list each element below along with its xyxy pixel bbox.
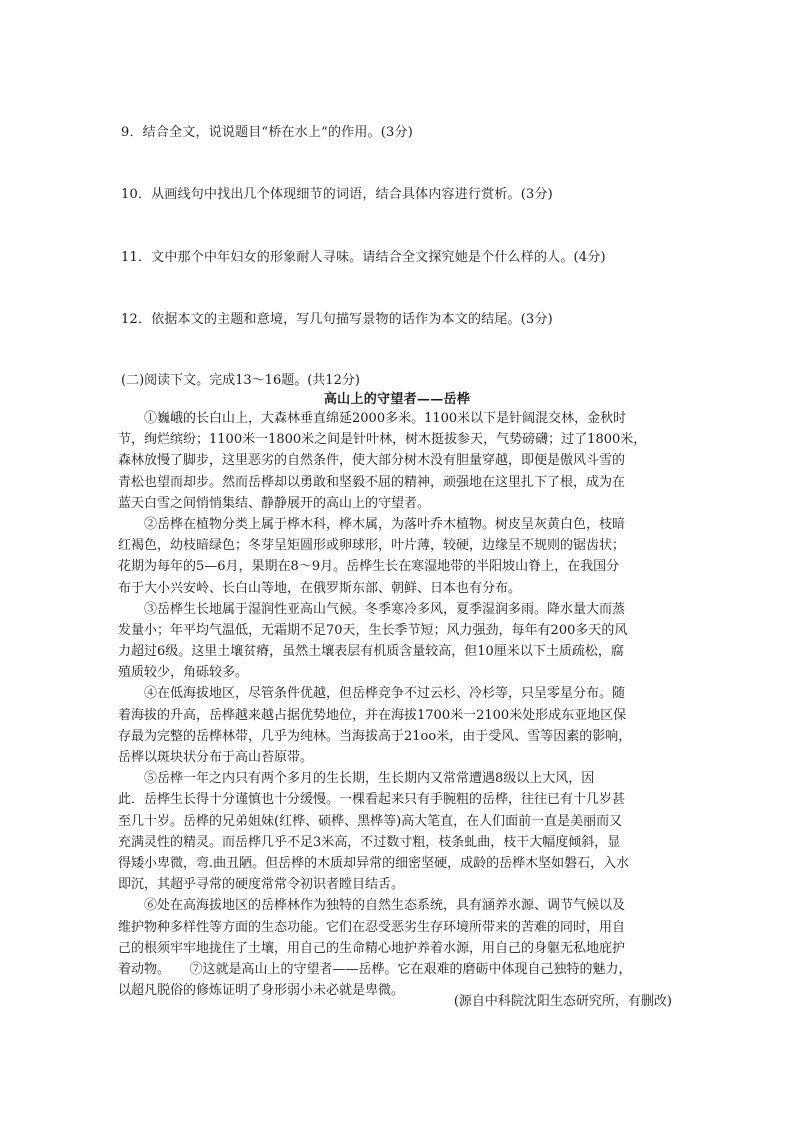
passage-line: 己的根须牢牢地拢住了土壤，用自己的生命精心地护养着水源，用自己的身躯无私地庇护 <box>118 940 626 956</box>
question-11: 11．文中那个中年妇女的形象耐人寻味。请结合全文探究她是个什么样的人。(4分) <box>121 250 606 265</box>
passage-line: 充满灵性的精灵。而岳桦几乎不足3米高，不过数寸粗，枝条虬曲，枝干大幅度倾斜，显 <box>118 834 621 850</box>
passage-line: 森林放慢了脚步，这里恶劣的自然条件，使大部分树木没有胆量穿越，即便是傲风斗雪的 <box>118 453 626 469</box>
question-12: 12．依据本文的主题和意境，写几句描写景物的话作为本文的结尾。(3分) <box>121 312 553 327</box>
passage-title: 高山上的守望者——岳桦 <box>323 392 471 407</box>
passage-line: ③岳桦生长地属于湿润性亚高山气候。冬季寒冷多风，夏季湿润多雨。降水量大而蒸 <box>118 601 626 617</box>
passage-source: (源自中科院沈阳生态研究所，有删改) <box>453 994 672 1009</box>
passage-line: 存最为完整的岳桦林带，几乎为纯林。当海拔高于21oo米，由于受风、雪等因素的影响， <box>118 728 632 744</box>
passage-line: 即沉，其超乎寻常的硬度常常令初识者瞠目结舌。 <box>118 877 405 893</box>
passage-line: 至几十岁。岳桦的兄弟姐妹(红桦、硕桦、黑桦等)高大笔直，在人们面前一直是美丽而又 <box>118 813 623 829</box>
passage-line: 着海拔的升高，岳桦越来越占据优势地位，并在海拔1700米一2100米处形成东亚地区保 <box>118 707 627 723</box>
question-9: 9．结合全文，说说题目“桥在水上”的作用。(3分) <box>121 125 413 140</box>
passage-body <box>118 408 678 1001</box>
passage-line: ④在低海拔地区，尽管条件优越，但岳桦竞争不过云杉、冷杉等，只呈零星分布。随 <box>118 686 626 702</box>
passage-line: ②岳桦在植物分类上属于桦木科，桦木属，为落叶乔木植物。树皮呈灰黄白色，枝暗 <box>118 516 626 532</box>
passage-line: 维护物种多样性等方面的生态功能。它们在忍受恶劣生存环境所带来的苦难的同时，用自 <box>118 919 626 935</box>
passage-line: ⑥处在高海拔地区的岳桦林作为独特的自然生态系统，具有涵养水源、调节气候以及 <box>118 898 626 914</box>
passage-line: 布于大小兴安岭、长白山等地，在俄罗斯东部、朝鲜、日本也有分布。 <box>118 580 522 596</box>
passage-line: 花期为每年的5—6月，果期在8～9月。岳桦生长在寒湿地带的半阳坡山脊上，在我国分 <box>118 559 620 575</box>
section-label: (二)阅读下文。完成13～16题。(共12分) <box>121 373 360 388</box>
passage-line: 得矮小卑微，弯.曲丑陋。但岳桦的木质却异常的细密坚硬，成龄的岳桦木坚如磐石，入水 <box>118 855 630 871</box>
passage-line: 殖质较少，角砾较多。 <box>118 665 249 681</box>
passage-line: 岳桦以斑块状分布于高山苔原带。 <box>118 750 314 765</box>
passage-line: 蓝天白雪之间悄悄集结、静静展开的高山上的守望者。 <box>118 495 431 511</box>
passage-line: 此．岳桦生长得十分谨慎也十分缓慢。一棵看起来只有手腕粗的岳桦，往往已有十几岁甚 <box>118 792 626 808</box>
passage-line: 红褐色，幼枝暗绿色；冬芽呈矩圆形或卵球形，叶片薄，较硬，边缘呈不规则的锯齿状； <box>118 538 626 554</box>
passage-line: 着动物。 ⑦这就是高山上的守望者——岳桦。它在艰难的磨砺中体现自己独特的魅力， <box>118 961 632 977</box>
question-10: 10．从画线句中找出几个体现细节的词语，结合具体内容进行赏析。(3分) <box>121 187 553 202</box>
passage-line: 节，绚烂缤纷；1100米一1800米之间是针叶林，树木挺拔参天，气势磅礴；过了1800米， <box>118 432 647 448</box>
passage-line: 力超过6级。这里土壤贫瘠，虽然土壤表层有机质含量较高，但10厘米以下土质疏松，腐 <box>118 644 624 660</box>
passage-line: 以超凡脱俗的修炼证明了身形弱小未必就是卑微。 <box>118 983 405 999</box>
passage-line: ①巍峨的长白山上，大森林垂直绵延2000多米。1100米以下是针阔混交林，金秋时 <box>118 411 627 426</box>
passage-line: 发量小；年平均气温低，无霜期不足70天，生长季节短；风力强劲，每年有200多天的风 <box>118 622 628 638</box>
passage-line: ⑤岳桦一年之内只有两个多月的生长期，生长期内又常常遭遇8级以上大风，因 <box>118 771 595 787</box>
passage-line: 青松也望而却步。然而岳桦却以勇敢和坚毅不屈的精神，顽强地在这里扎下了根，成为在 <box>118 474 626 490</box>
